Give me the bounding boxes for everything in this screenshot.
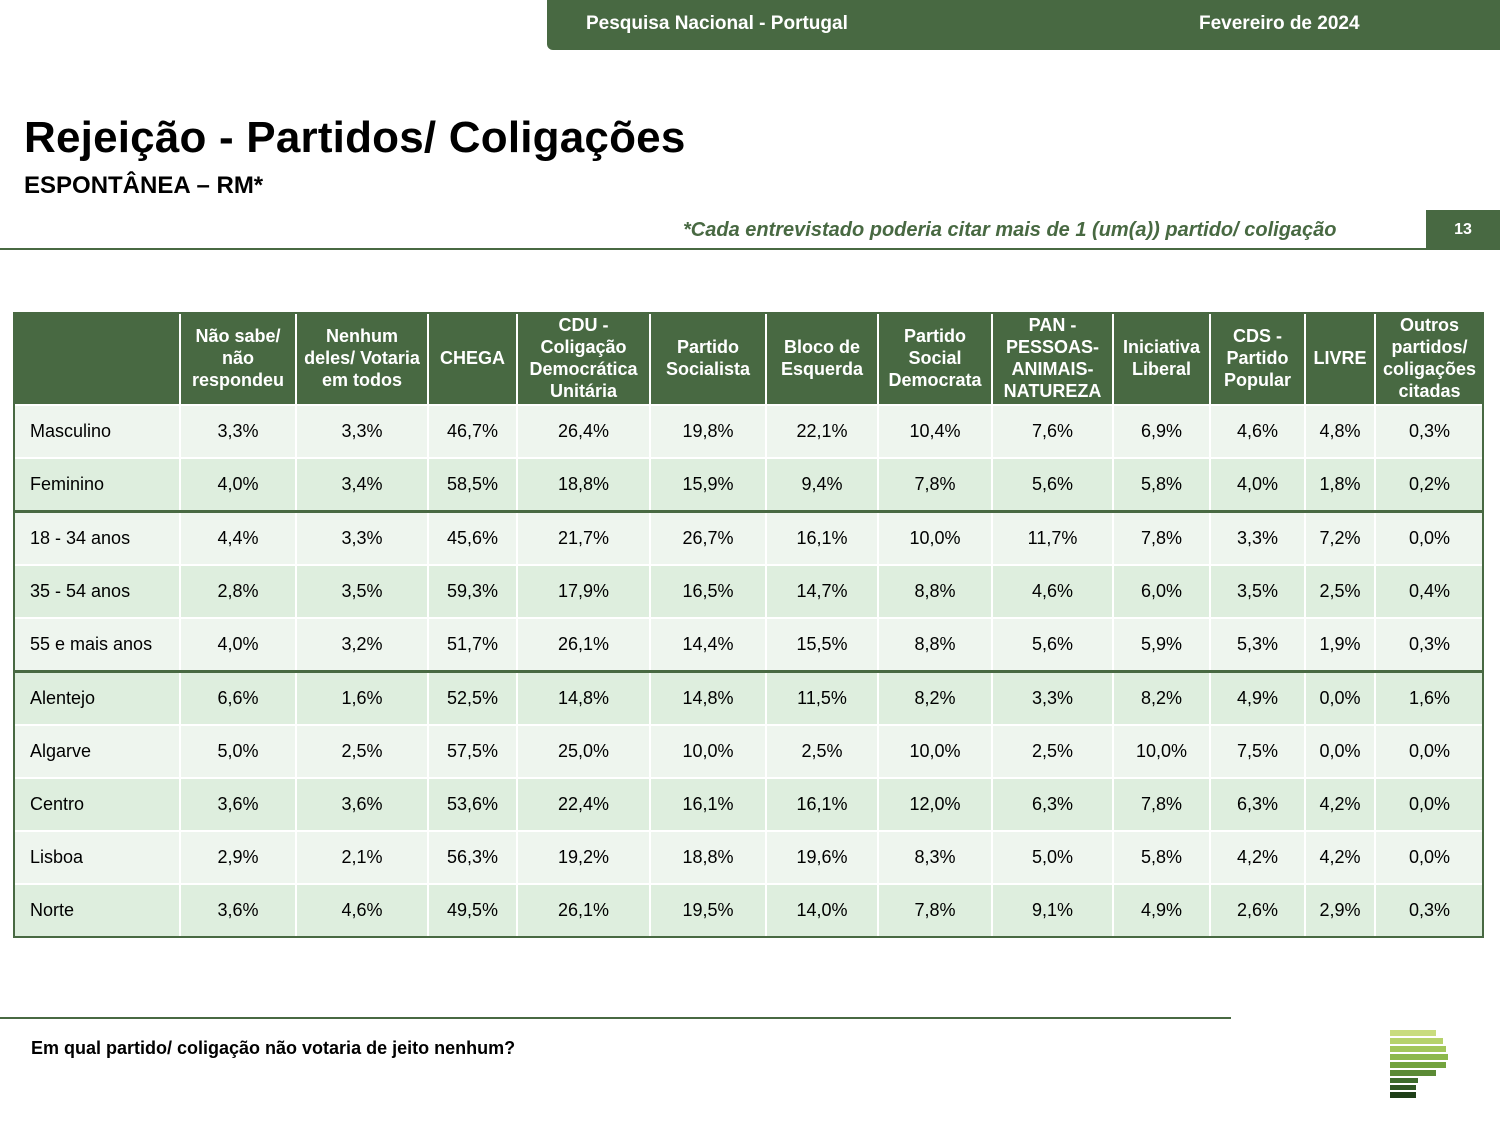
table-cell: 2,8% [180,565,296,618]
table-cell: 11,7% [992,512,1113,566]
table-cell: 0,2% [1375,458,1483,512]
row-label: 55 e mais anos [13,618,180,672]
col-header-il: Iniciativa Liberal [1113,312,1210,405]
table-cell: 0,4% [1375,565,1483,618]
table-cell: 4,2% [1305,831,1375,884]
table-cell: 0,0% [1305,725,1375,778]
table-cell: 26,1% [517,618,650,672]
table-cell: 2,5% [1305,565,1375,618]
table-cell: 16,1% [766,778,878,831]
table-row [13,618,1483,672]
table-cell: 0,3% [1375,618,1483,672]
table-cell: 59,3% [428,565,517,618]
table-cell: 9,4% [766,458,878,512]
table-cell: 4,6% [992,565,1113,618]
table-cell: 0,3% [1375,405,1483,458]
table-cell: 14,0% [766,884,878,936]
table-cell: 0,0% [1375,778,1483,831]
table-cell: 26,1% [517,884,650,936]
row-label: Norte [13,884,180,936]
table-cell: 2,9% [1305,884,1375,936]
table-cell: 1,9% [1305,618,1375,672]
table-cell: 0,3% [1375,884,1483,936]
row-label: Algarve [13,725,180,778]
header-bar [547,0,1500,50]
table-cell: 3,3% [296,405,428,458]
table-cell: 10,4% [878,405,992,458]
table-cell: 0,0% [1375,512,1483,566]
table-cell: 6,6% [180,672,296,726]
table-cell: 14,4% [650,618,766,672]
table-cell: 2,5% [992,725,1113,778]
table-cell: 56,3% [428,831,517,884]
table-cell: 4,0% [180,618,296,672]
table-cell: 3,3% [296,512,428,566]
table-cell: 58,5% [428,458,517,512]
table-cell: 8,8% [878,565,992,618]
table-cell: 18,8% [650,831,766,884]
table-header-row [13,312,1483,405]
col-header-pan: PAN - PESSOAS-ANIMAIS-NATUREZA [992,312,1113,405]
table-cell: 17,9% [517,565,650,618]
row-label: Alentejo [13,672,180,726]
table-cell: 1,8% [1305,458,1375,512]
table-cell: 14,8% [650,672,766,726]
table-cell: 3,4% [296,458,428,512]
table-cell: 10,0% [878,725,992,778]
table-row [13,458,1483,512]
table-cell: 4,0% [1210,458,1305,512]
col-header-chega: CHEGA [428,312,517,405]
table-cell: 14,8% [517,672,650,726]
table-cell: 3,6% [180,778,296,831]
col-header-psd: Partido Social Democrata [878,312,992,405]
table-cell: 5,6% [992,618,1113,672]
table-cell: 8,8% [878,618,992,672]
table-cell: 53,6% [428,778,517,831]
col-header-outros: Outros partidos/ coligações citadas [1375,312,1483,405]
table-cell: 5,0% [180,725,296,778]
table-cell: 5,3% [1210,618,1305,672]
table-cell: 25,0% [517,725,650,778]
table-cell: 16,1% [766,512,878,566]
col-header-cds: CDS - Partido Popular [1210,312,1305,405]
table-cell: 4,9% [1113,884,1210,936]
table-cell: 7,6% [992,405,1113,458]
table-cell: 9,1% [992,884,1113,936]
row-label: Lisboa [13,831,180,884]
table-cell: 0,0% [1375,725,1483,778]
table-cell: 1,6% [1375,672,1483,726]
table-cell: 7,2% [1305,512,1375,566]
table-cell: 10,0% [878,512,992,566]
row-label: Masculino [13,405,180,458]
table-cell: 22,4% [517,778,650,831]
col-header-ps: Partido Socialista [650,312,766,405]
table-cell: 2,1% [296,831,428,884]
table-cell: 4,9% [1210,672,1305,726]
table-cell: 12,0% [878,778,992,831]
table-cell: 10,0% [1113,725,1210,778]
table-row [13,512,1483,566]
table-cell: 1,6% [296,672,428,726]
survey-date: Fevereiro de 2024 [1199,13,1360,34]
brand-logo-icon [1388,1028,1450,1100]
table-row [13,672,1483,726]
table-cell: 2,6% [1210,884,1305,936]
table-cell: 22,1% [766,405,878,458]
table-row [13,884,1483,936]
table-cell: 46,7% [428,405,517,458]
table-cell: 5,8% [1113,831,1210,884]
table-cell: 8,2% [1113,672,1210,726]
row-label: 35 - 54 anos [13,565,180,618]
table-cell: 3,5% [1210,565,1305,618]
table-cell: 16,5% [650,565,766,618]
table-cell: 4,2% [1305,778,1375,831]
table-cell: 4,2% [1210,831,1305,884]
table-cell: 6,9% [1113,405,1210,458]
table-cell: 49,5% [428,884,517,936]
table-cell: 11,5% [766,672,878,726]
table-cell: 7,8% [878,884,992,936]
col-header-nenhum: Nenhum deles/ Votaria em todos [296,312,428,405]
table-cell: 4,8% [1305,405,1375,458]
table-cell: 57,5% [428,725,517,778]
survey-question: Em qual partido/ coligação não votaria de jeito nenhum? [31,1038,516,1058]
table-cell: 14,7% [766,565,878,618]
table-cell: 45,6% [428,512,517,566]
table-row [13,405,1483,458]
table-cell: 3,5% [296,565,428,618]
table-cell: 18,8% [517,458,650,512]
table-cell: 3,6% [180,884,296,936]
table-cell: 26,4% [517,405,650,458]
table-cell: 3,2% [296,618,428,672]
table-cell: 7,8% [1113,512,1210,566]
table-cell: 6,3% [1210,778,1305,831]
table-cell: 3,3% [180,405,296,458]
col-header-cdu: CDU - Coligação Democrática Unitária [517,312,650,405]
table-cell: 21,7% [517,512,650,566]
table-cell: 19,8% [650,405,766,458]
rejection-table [13,312,1483,936]
table-cell: 15,5% [766,618,878,672]
survey-title: Pesquisa Nacional - Portugal [586,13,848,34]
table-cell: 51,7% [428,618,517,672]
row-label: Centro [13,778,180,831]
table-cell: 8,2% [878,672,992,726]
table-cell: 52,5% [428,672,517,726]
table-cell: 8,3% [878,831,992,884]
table-cell: 3,3% [992,672,1113,726]
col-header-segment [13,312,180,405]
table-cell: 4,0% [180,458,296,512]
page-title: Rejeição - Partidos/ Coligações [24,113,686,162]
table-cell: 5,8% [1113,458,1210,512]
table-cell: 7,8% [878,458,992,512]
table-cell: 6,0% [1113,565,1210,618]
col-header-livre: LIVRE [1305,312,1375,405]
table-cell: 4,4% [180,512,296,566]
footnote-multiple-answers: *Cada entrevistado poderia citar mais de 1 (um(a)) partido/ coligação [683,219,1337,241]
table-cell: 2,5% [296,725,428,778]
footer-divider [0,1017,1231,1019]
table-cell: 6,3% [992,778,1113,831]
table-cell: 19,6% [766,831,878,884]
table-cell: 19,2% [517,831,650,884]
table-cell: 2,5% [766,725,878,778]
table-cell: 4,6% [1210,405,1305,458]
table-cell: 5,9% [1113,618,1210,672]
table-cell: 7,8% [1113,778,1210,831]
table-cell: 5,6% [992,458,1113,512]
table-cell: 0,0% [1375,831,1483,884]
table-cell: 2,9% [180,831,296,884]
table-cell: 5,0% [992,831,1113,884]
header-divider [0,248,1426,250]
table-cell: 19,5% [650,884,766,936]
table-cell: 16,1% [650,778,766,831]
table-cell: 4,6% [296,884,428,936]
page-subtitle: ESPONTÂNEA – RM* [24,172,264,199]
table-cell: 26,7% [650,512,766,566]
page-number: 13 [1426,210,1500,250]
table-cell: 3,6% [296,778,428,831]
table-cell: 10,0% [650,725,766,778]
table-cell: 7,5% [1210,725,1305,778]
row-label: Feminino [13,458,180,512]
col-header-nao-sabe: Não sabe/ não respondeu [180,312,296,405]
col-header-be: Bloco de Esquerda [766,312,878,405]
table-row [13,565,1483,618]
row-label: 18 - 34 anos [13,512,180,566]
table-cell: 3,3% [1210,512,1305,566]
table-row [13,778,1483,831]
table-cell: 15,9% [650,458,766,512]
table-row [13,725,1483,778]
table-row [13,831,1483,884]
table-cell: 0,0% [1305,672,1375,726]
